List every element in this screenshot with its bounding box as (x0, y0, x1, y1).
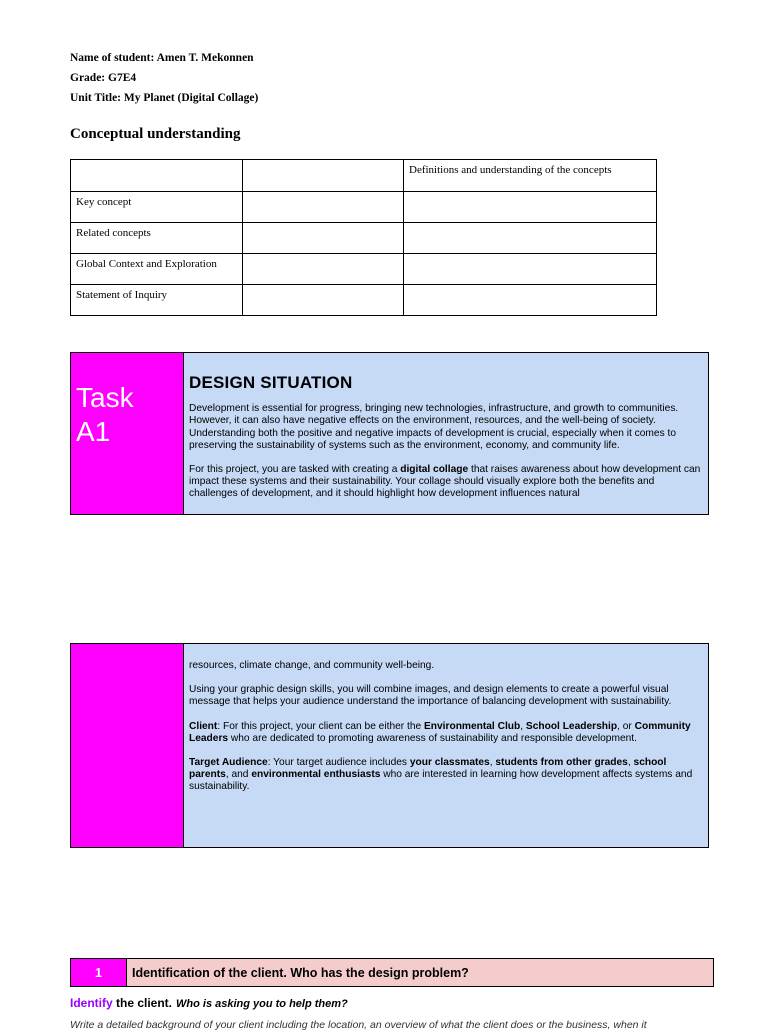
task-label-panel (71, 353, 184, 514)
text-span: , and (225, 769, 252, 781)
text-span: , (627, 757, 634, 769)
row-label-key-concept: Key concept (71, 192, 243, 223)
step-number: 1 (71, 959, 127, 986)
task-label-line2: A1 (76, 416, 111, 447)
audience-item: school parents (189, 757, 667, 781)
table-cell[interactable] (404, 223, 657, 254)
text-span: that raises awareness about how development can impact these systems and their sustainability. Your collage should visually explore both the benefits and challenges of development, and it should highlight how development influences natural (189, 464, 701, 500)
table-row (71, 254, 657, 285)
text-span: , (520, 720, 526, 732)
audience-item: students from other grades (495, 757, 628, 769)
text-span: : Your target audience includes (267, 757, 410, 769)
instruction-text: Write a detailed background of your client including the location, an overview of what the client does or the business, when it (70, 1019, 647, 1031)
identify-question: Who is asking you to help them? (176, 998, 348, 1010)
client-option: Environmental Club (424, 720, 521, 732)
target-audience-label: Target Audience (189, 757, 268, 769)
text-span: , or (617, 720, 635, 732)
row-label-statement-of-inquiry: Statement of Inquiry (71, 285, 243, 316)
design-situation-paragraph: resources, climate change, and community well-being. (189, 660, 435, 671)
conceptual-understanding-title: Conceptual understanding (70, 126, 241, 142)
design-situation-paragraph (189, 464, 702, 501)
audience-item: your classmates (409, 757, 490, 769)
definitions-header: Definitions and understanding of the concepts (404, 160, 657, 192)
text-span: : For this project, your client can be either the (217, 720, 424, 732)
concepts-table (70, 159, 657, 316)
row-label-global-context: Global Context and Exploration (71, 254, 243, 285)
table-row (71, 192, 657, 223)
task-label-panel (71, 644, 184, 847)
design-situation-paragraph: Development is essential for progress, bringing new technologies, infrastructure, and growth to communities. However, it can also have negative effects on the environment, resources, and the well-being of society. Understanding both the positive and negative impacts of development is crucial, especially when it comes to preserving the sustainability of systems such as the environment, economy, and community life. (189, 403, 679, 451)
table-cell[interactable] (243, 160, 404, 192)
table-row (71, 160, 657, 192)
design-situation-panel (184, 353, 708, 514)
design-situation-paragraph: Using your graphic design skills, you will combine images, and design elements to create a powerful visual message that helps your audience understand the importance of balancing development with sustainability. (189, 684, 672, 708)
row-label-related-concepts: Related concepts (71, 223, 243, 254)
table-cell[interactable] (243, 254, 404, 285)
client-option: School Leadership (525, 720, 618, 732)
table-row (71, 285, 657, 316)
table-cell[interactable] (71, 160, 243, 192)
task-box (70, 352, 709, 515)
table-cell[interactable] (243, 285, 404, 316)
client-label: Client (189, 720, 218, 732)
student-info (70, 48, 258, 108)
table-row (71, 223, 657, 254)
identification-bar (70, 958, 714, 987)
audience-item: environmental enthusiasts (251, 769, 381, 781)
target-audience-paragraph (189, 757, 702, 794)
text-span: who are interested in learning how development affects systems and sustainability. (189, 769, 693, 793)
text-span: who are dedicated to promoting awareness of sustainability and responsible development. (228, 732, 637, 744)
client-option: Community Leaders (189, 720, 691, 744)
digital-collage-emphasis: digital collage (400, 464, 469, 476)
client-paragraph (189, 721, 702, 745)
identify-keyword: Identify (70, 996, 113, 1010)
task-box-continued (70, 643, 709, 848)
design-situation-heading: DESIGN SITUATION (189, 373, 353, 392)
identification-title: Identification of the client. Who has the design problem? (127, 959, 713, 986)
student-name: Name of student: Amen T. Mekonnen (70, 52, 254, 64)
design-situation-panel (184, 644, 708, 847)
text-span: , (489, 757, 496, 769)
text-span: For this project, you are tasked with creating a (189, 464, 401, 476)
task-label-line1: Task (76, 382, 134, 413)
table-cell[interactable] (243, 223, 404, 254)
unit-title: Unit Title: My Planet (Digital Collage) (70, 92, 259, 104)
table-cell[interactable] (404, 285, 657, 316)
identify-client-line (70, 996, 348, 1010)
table-cell[interactable] (243, 192, 404, 223)
student-grade: Grade: G7E4 (70, 72, 137, 84)
table-cell[interactable] (404, 192, 657, 223)
identify-rest: the client. (112, 996, 173, 1010)
table-cell[interactable] (404, 254, 657, 285)
task-label (71, 353, 183, 449)
